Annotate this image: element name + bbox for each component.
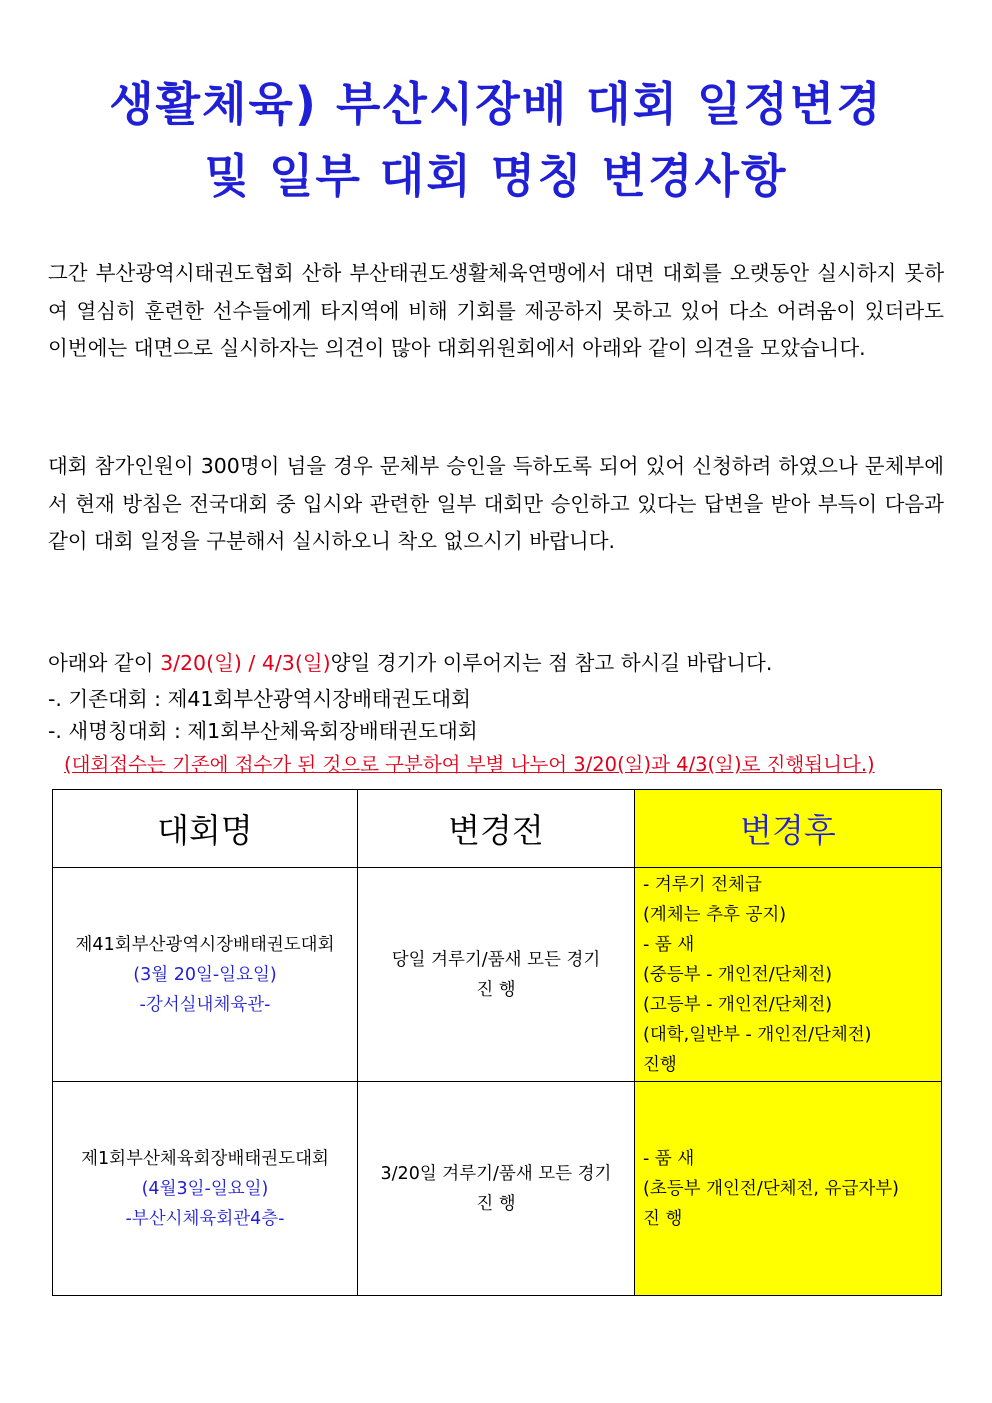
page-title: 생활체육) 부산시장배 대회 일정변경 xyxy=(109,77,883,131)
table-header-row xyxy=(53,790,942,868)
before-cell xyxy=(358,1082,635,1296)
before-text-2: 진 행 xyxy=(476,979,516,1000)
renamed-tournament: -. 새명칭대회 : 제1회부산체육회장배태권도대회 xyxy=(48,719,478,743)
notice-date1: 3/20( xyxy=(160,651,215,675)
tournament-cell xyxy=(53,868,358,1082)
tournament-name: 제1회부산체육회장배태권도대회 xyxy=(81,1148,329,1169)
header-before: 변경전 xyxy=(358,790,635,868)
notice-close: ) xyxy=(322,651,331,675)
page-subtitle: 및 일부 대회 명칭 변경사항 xyxy=(204,149,788,203)
after-line: (계체는 추후 공지) xyxy=(643,904,787,925)
after-line: (중등부 - 개인전/단체전) xyxy=(643,964,833,985)
intro-paragraph: 그간 부산광역시태권도협회 산하 부산태권도생활체육연맹에서 대면 대회를 오랫동안 실시하지 못하여 열심히 훈련한 선수들에게 타지역에 비해 기회를 제공하지 못하고 있어 다소 어려움이 있더라도 이번에는 대면으로 실시하자는 의견이 많아 대회위원회에서 아래와 같이 의견을 모았습니다. xyxy=(48,261,944,360)
header-after: 변경후 xyxy=(635,790,942,868)
existing-tournament: -. 기존대회 : 제41회부산광역시장배태권도대회 xyxy=(48,687,471,711)
before-text: 당일 겨루기/품새 모든 경기 xyxy=(391,949,601,970)
after-line: - 겨루기 전체급 xyxy=(643,874,762,895)
after-cell xyxy=(635,1082,942,1296)
notice-suffix: 양일 경기가 이루어지는 점 참고 하시길 바랍니다. xyxy=(330,651,773,675)
tournament-name: 제41회부산광역시장배태권도대회 xyxy=(75,934,335,955)
after-line: (초등부 개인전/단체전, 유급자부) xyxy=(643,1178,900,1199)
tournament-cell xyxy=(53,1082,358,1296)
tournament-venue: -강서실내체육관- xyxy=(139,994,271,1015)
after-line: (대학,일반부 - 개인전/단체전) xyxy=(643,1024,872,1045)
tournament-date: (3월 20일-일요일) xyxy=(133,964,277,985)
registration-note: (대회접수는 기존에 접수가 된 것으로 구분하여 부별 나누어 3/20(일)과 4/3(일)로 진행됩니다.) xyxy=(64,753,875,776)
schedule-table xyxy=(52,789,942,1296)
before-text: 3/20일 겨루기/품새 모든 경기 xyxy=(380,1163,612,1184)
after-line: (고등부 - 개인전/단체전) xyxy=(643,994,833,1015)
notice-day1: 일 xyxy=(214,651,234,675)
after-cell xyxy=(635,868,942,1082)
before-text-2: 진 행 xyxy=(476,1193,516,1214)
after-line: 진 행 xyxy=(643,1208,683,1229)
table-row xyxy=(53,1082,942,1296)
before-cell xyxy=(358,868,635,1082)
header-tournament-name: 대회명 xyxy=(53,790,358,868)
notice-sep: ) / 4/3( xyxy=(233,651,303,675)
table-row xyxy=(53,868,942,1082)
tournament-date: (4월3일-일요일) xyxy=(141,1178,269,1199)
notice-prefix: 아래와 같이 xyxy=(48,651,161,675)
approval-paragraph: 대회 참가인원이 300명이 넘을 경우 문체부 승인을 득하도록 되어 있어 신청하려 하였으나 문체부에서 현재 방침은 전국대회 중 입시와 관련한 일부 대회만 승인하고 있다는 답변을 받아 부득이 다음과 같이 대회 일정을 구분해서 실시하오니 착오 없으시기 바랍니다. xyxy=(48,454,944,553)
after-line: - 품 새 xyxy=(643,1148,695,1169)
schedule-notice xyxy=(48,646,772,676)
tournament-venue: -부산시체육회관4층- xyxy=(125,1208,285,1229)
notice-day2: 일 xyxy=(302,651,323,675)
after-line: 진행 xyxy=(643,1054,677,1075)
after-line: - 품 새 xyxy=(643,934,695,955)
